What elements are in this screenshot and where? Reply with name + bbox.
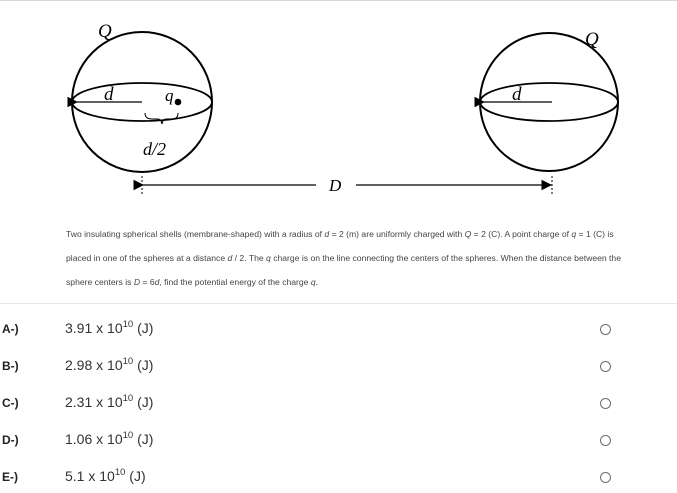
choice-b[interactable] (0, 350, 677, 382)
offset-label: d/2 (143, 139, 167, 159)
question-divider (0, 303, 677, 304)
left-sphere (72, 21, 212, 172)
choice-letter: C-) (2, 396, 19, 410)
spheres-diagram (0, 0, 677, 205)
right-sphere-charge-label: Q (585, 29, 599, 50)
choice-letter: D-) (2, 433, 19, 447)
choice-answer: 1.06 x $10^{10}$ (J) (65, 430, 154, 447)
offset-brace (145, 113, 178, 124)
question-text: Two insulating spherical shells (membrane-shaped) with a radius of d = 2 (m) are uniformly charged with Q = 2 (C). A point charge of q = 1 (C) is placed in one of the spheres at a distance d / 2. The q charge is on the line connecting the centers of the spheres. When the distance between the sphere centers is D = 6d, find the potential energy of the charge q. (66, 229, 621, 287)
choice-answer: 2.31 x $10^{10}$ (J) (65, 393, 154, 410)
choice-d[interactable] (0, 424, 677, 456)
choice-answer: 3.91 x $10^{10}$ (J) (65, 319, 154, 336)
distance-label: D (329, 176, 342, 195)
choice-b-radio[interactable] (600, 361, 611, 372)
right-radius-label: d (512, 84, 522, 105)
right-sphere (480, 29, 618, 171)
choice-answer: 2.98 x $10^{10}$ (J) (65, 356, 154, 373)
choice-c[interactable] (0, 387, 677, 419)
left-sphere-charge-label: Q (98, 21, 112, 42)
choice-c-radio[interactable] (600, 398, 611, 409)
choice-answer: 5.1 x $10^{10}$ (J) (65, 467, 146, 484)
left-radius-label: d (104, 84, 114, 105)
center-distance (142, 176, 552, 196)
choice-a[interactable] (0, 313, 677, 345)
point-charge-dot (175, 99, 182, 106)
choice-e[interactable] (0, 461, 677, 493)
choice-letter: B-) (2, 359, 19, 373)
choice-d-radio[interactable] (600, 435, 611, 446)
choice-a-radio[interactable] (600, 324, 611, 335)
point-charge-label: q (165, 86, 174, 105)
choice-e-radio[interactable] (600, 472, 611, 483)
choice-letter: A-) (2, 322, 19, 336)
choice-letter: E-) (2, 470, 18, 484)
